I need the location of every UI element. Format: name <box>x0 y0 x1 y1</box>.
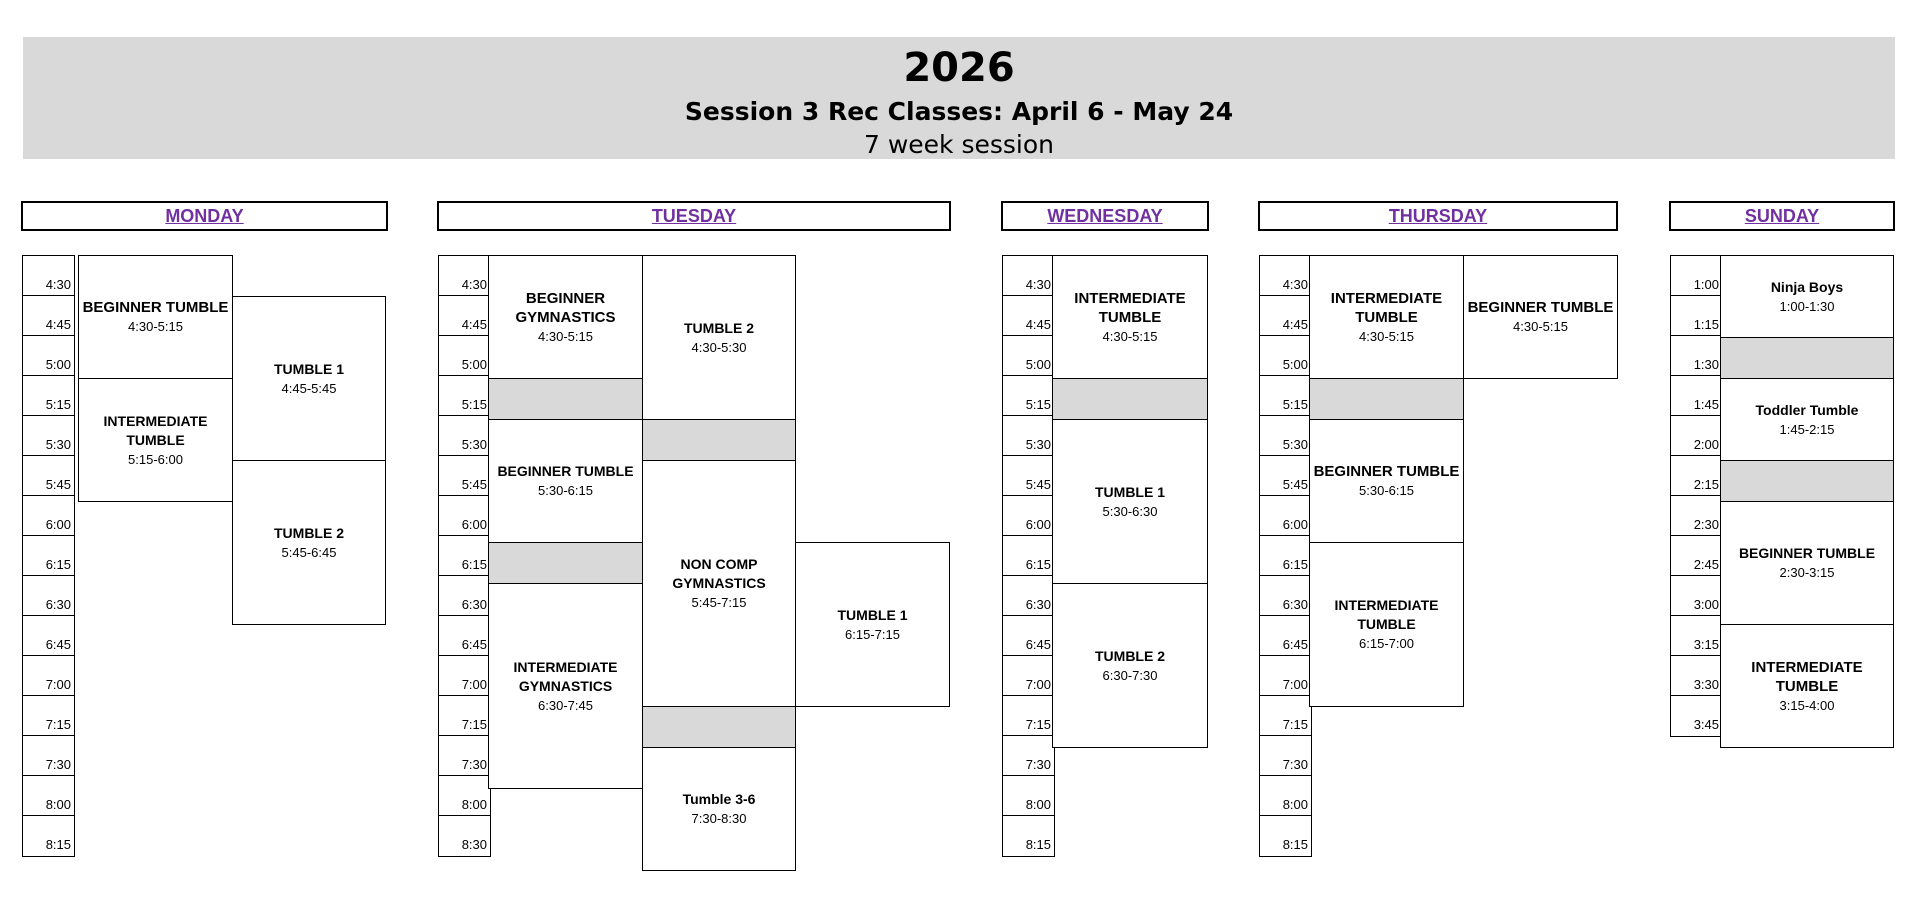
time-slot: 6:15 <box>1260 536 1311 576</box>
time-slot: 5:45 <box>23 456 74 496</box>
time-slot: 5:45 <box>439 456 490 496</box>
class-block-tuesday-beginner-tumble <box>488 419 643 543</box>
schedule-header <box>23 37 1895 159</box>
time-slot: 7:30 <box>23 736 74 776</box>
time-slot: 8:15 <box>1025 837 1051 852</box>
class-name: TUMBLE 2 <box>274 524 344 541</box>
time-slot: 6:00 <box>1003 496 1054 536</box>
class-block-monday-intermediate-tumble <box>78 378 233 502</box>
time-slot: 6:45 <box>1260 616 1311 656</box>
time-slot: 7:00 <box>1003 656 1054 696</box>
time-column-wednesday <box>1002 255 1055 857</box>
time-slot: 4:30 <box>1003 256 1054 296</box>
time-slot: 5:15 <box>1260 376 1311 416</box>
class-block-sunday-beginner-tumble <box>1720 501 1894 625</box>
day-header-monday: MONDAY <box>21 201 388 231</box>
class-name: Toddler Tumble <box>1755 401 1859 418</box>
class-block-thursday-beginner-tumble-early <box>1463 255 1618 379</box>
class-time: 2:30-3:15 <box>1779 565 1835 580</box>
time-slot: 7:00 <box>439 656 490 696</box>
class-time: 5:30-6:15 <box>538 483 593 498</box>
time-slot: 4:45 <box>1003 296 1054 336</box>
time-slot: 2:00 <box>1671 416 1722 456</box>
class-name: Tumble 3-6 <box>682 791 756 807</box>
time-slot: 5:00 <box>23 336 74 376</box>
break-block <box>1052 378 1208 420</box>
session-title: Session 3 Rec Classes: April 6 - May 24 <box>684 97 1234 126</box>
class-time: 4:30-5:15 <box>128 319 183 334</box>
class-name: INTERMEDIATE TUMBLE <box>1334 597 1439 632</box>
class-name: INTERMEDIATE TUMBLE <box>1330 289 1443 326</box>
time-slot: 7:15 <box>1260 696 1311 736</box>
time-slot: 4:30 <box>439 256 490 296</box>
time-slot: 7:00 <box>1260 656 1311 696</box>
time-slot: 6:00 <box>439 496 490 536</box>
break-block <box>1720 337 1894 379</box>
time-slot: 5:15 <box>1003 376 1054 416</box>
class-time: 4:45-5:45 <box>281 380 337 396</box>
time-slot: 3:45 <box>1693 717 1719 732</box>
time-slot: 5:30 <box>1260 416 1311 456</box>
class-block-wednesday-tumble-2 <box>1052 583 1208 748</box>
class-time: 5:30-6:30 <box>1102 503 1158 519</box>
class-name: BEGINNER GYMNASTICS <box>515 289 616 326</box>
time-slot: 7:30 <box>1260 736 1311 776</box>
time-column-sunday <box>1670 255 1723 737</box>
time-slot: 4:30 <box>23 256 74 296</box>
time-slot: 1:15 <box>1671 296 1722 336</box>
time-slot: 6:15 <box>439 536 490 576</box>
time-slot: 8:00 <box>1260 776 1311 816</box>
time-slot: 7:15 <box>439 696 490 736</box>
time-slot: 3:00 <box>1671 576 1722 616</box>
time-slot: 5:15 <box>23 376 74 416</box>
time-slot: 5:00 <box>1003 336 1054 376</box>
time-slot: 8:00 <box>23 776 74 816</box>
time-slot: 5:45 <box>1003 456 1054 496</box>
class-block-sunday-ninja-boys <box>1720 255 1894 338</box>
time-slot: 8:15 <box>45 837 71 852</box>
class-time: 6:30-7:45 <box>538 697 593 713</box>
class-name: INTERMEDIATE TUMBLE <box>1074 289 1186 326</box>
class-name: BEGINNER TUMBLE <box>497 463 634 479</box>
class-name: BEGINNER TUMBLE <box>1738 545 1876 561</box>
time-slot: 7:30 <box>1003 736 1054 776</box>
class-time: 4:30-5:15 <box>1513 319 1568 334</box>
day-header-sunday: SUNDAY <box>1669 201 1895 231</box>
break-block <box>1309 378 1464 420</box>
class-name: TUMBLE 1 <box>274 360 344 377</box>
time-slot: 6:30 <box>1003 576 1054 616</box>
time-slot: 5:00 <box>439 336 490 376</box>
class-name: BEGINNER TUMBLE <box>1313 463 1460 480</box>
break-block <box>642 706 796 748</box>
class-name: TUMBLE 2 <box>684 319 754 336</box>
time-slot: 6:45 <box>23 616 74 656</box>
time-slot: 8:00 <box>439 776 490 816</box>
class-time: 6:15-7:00 <box>1359 636 1414 651</box>
time-slot: 1:00 <box>1671 256 1722 296</box>
class-time: 4:30-5:30 <box>691 339 747 355</box>
time-slot: 2:15 <box>1671 456 1722 496</box>
time-column-tuesday <box>438 255 491 857</box>
class-time: 6:30-7:30 <box>1102 667 1158 683</box>
time-slot: 6:00 <box>23 496 74 536</box>
time-slot: 7:15 <box>1003 696 1054 736</box>
time-slot: 6:15 <box>23 536 74 576</box>
time-slot: 1:45 <box>1671 376 1722 416</box>
time-slot: 4:45 <box>439 296 490 336</box>
class-block-sunday-intermediate-tumble <box>1720 624 1894 748</box>
time-slot: 3:30 <box>1671 656 1722 696</box>
class-block-monday-tumble-2 <box>232 460 386 625</box>
break-block <box>488 542 643 584</box>
break-block <box>1720 460 1894 502</box>
time-slot: 5:00 <box>1260 336 1311 376</box>
class-name: TUMBLE 1 <box>837 606 908 623</box>
time-slot: 4:45 <box>23 296 74 336</box>
time-slot: 8:30 <box>461 837 487 852</box>
class-block-monday-beginner-tumble <box>78 255 233 379</box>
class-time: 5:45-7:15 <box>691 595 747 610</box>
class-name: Ninja Boys <box>1770 278 1844 295</box>
schedule-year: 2026 <box>903 45 1015 91</box>
time-slot: 1:30 <box>1671 336 1722 376</box>
class-time: 5:15-6:00 <box>128 451 183 467</box>
class-time: 1:00-1:30 <box>1779 298 1835 314</box>
class-time: 6:15-7:15 <box>845 626 900 642</box>
class-time: 4:30-5:15 <box>1102 328 1158 344</box>
time-slot: 2:45 <box>1671 536 1722 576</box>
class-name: INTERMEDIATE TUMBLE <box>1751 658 1863 695</box>
break-block <box>488 378 643 420</box>
class-block-tuesday-tumble-1 <box>795 542 950 707</box>
class-name: TUMBLE 1 <box>1095 483 1165 500</box>
time-column-thursday <box>1259 255 1312 857</box>
time-slot: 7:30 <box>439 736 490 776</box>
time-slot: 4:30 <box>1260 256 1311 296</box>
time-slot: 5:15 <box>439 376 490 416</box>
time-slot: 5:45 <box>1260 456 1311 496</box>
day-header-thursday: THURSDAY <box>1258 201 1618 231</box>
time-slot: 7:00 <box>23 656 74 696</box>
time-slot: 6:45 <box>1003 616 1054 656</box>
class-name: BEGINNER TUMBLE <box>82 299 229 316</box>
time-slot: 8:00 <box>1003 776 1054 816</box>
time-slot: 5:30 <box>1003 416 1054 456</box>
time-slot: 4:45 <box>1260 296 1311 336</box>
class-block-wednesday-tumble-1 <box>1052 419 1208 584</box>
class-name: INTERMEDIATE GYMNASTICS <box>513 658 618 694</box>
break-block <box>642 419 796 461</box>
day-header-tuesday: TUESDAY <box>437 201 951 231</box>
time-slot: 5:30 <box>439 416 490 456</box>
class-block-thursday-intermediate-tumble-evening <box>1309 542 1464 707</box>
class-block-thursday-beginner-tumble <box>1309 419 1464 543</box>
class-time: 3:15-4:00 <box>1779 697 1835 713</box>
time-slot: 6:15 <box>1003 536 1054 576</box>
time-slot: 6:30 <box>1260 576 1311 616</box>
class-block-tuesday-non-comp-gymnastics <box>642 460 796 707</box>
class-time: 4:30-5:15 <box>1359 328 1414 344</box>
class-name: INTERMEDIATE TUMBLE <box>103 412 208 448</box>
time-slot: 6:30 <box>23 576 74 616</box>
time-slot: 7:15 <box>23 696 74 736</box>
class-block-thursday-intermediate-tumble <box>1309 255 1464 379</box>
class-name: NON COMP GYMNASTICS <box>672 556 766 591</box>
class-name: TUMBLE 2 <box>1095 647 1165 664</box>
class-time: 5:45-6:45 <box>281 544 337 560</box>
time-slot: 5:30 <box>23 416 74 456</box>
class-block-tuesday-tumble-3-6 <box>642 747 796 871</box>
class-time: 7:30-8:30 <box>691 811 747 826</box>
class-time: 4:30-5:15 <box>538 328 593 344</box>
session-length: 7 week session <box>863 130 1055 159</box>
class-block-sunday-toddler-tumble <box>1720 378 1894 461</box>
class-name: BEGINNER TUMBLE <box>1467 299 1614 316</box>
time-column-monday <box>22 255 75 857</box>
class-block-monday-tumble-1 <box>232 296 386 461</box>
class-time: 1:45-2:15 <box>1779 421 1835 437</box>
time-slot: 3:15 <box>1671 616 1722 656</box>
time-slot: 6:00 <box>1260 496 1311 536</box>
day-header-wednesday: WEDNESDAY <box>1001 201 1209 231</box>
time-slot: 6:45 <box>439 616 490 656</box>
class-block-tuesday-tumble-2 <box>642 255 796 420</box>
class-block-wednesday-intermediate-tumble <box>1052 255 1208 379</box>
class-time: 5:30-6:15 <box>1359 483 1414 498</box>
class-block-tuesday-beginner-gymnastics <box>488 255 643 379</box>
time-slot: 6:30 <box>439 576 490 616</box>
time-slot: 2:30 <box>1671 496 1722 536</box>
class-block-tuesday-intermediate-gymnastics <box>488 583 643 789</box>
time-slot: 8:15 <box>1282 837 1308 852</box>
